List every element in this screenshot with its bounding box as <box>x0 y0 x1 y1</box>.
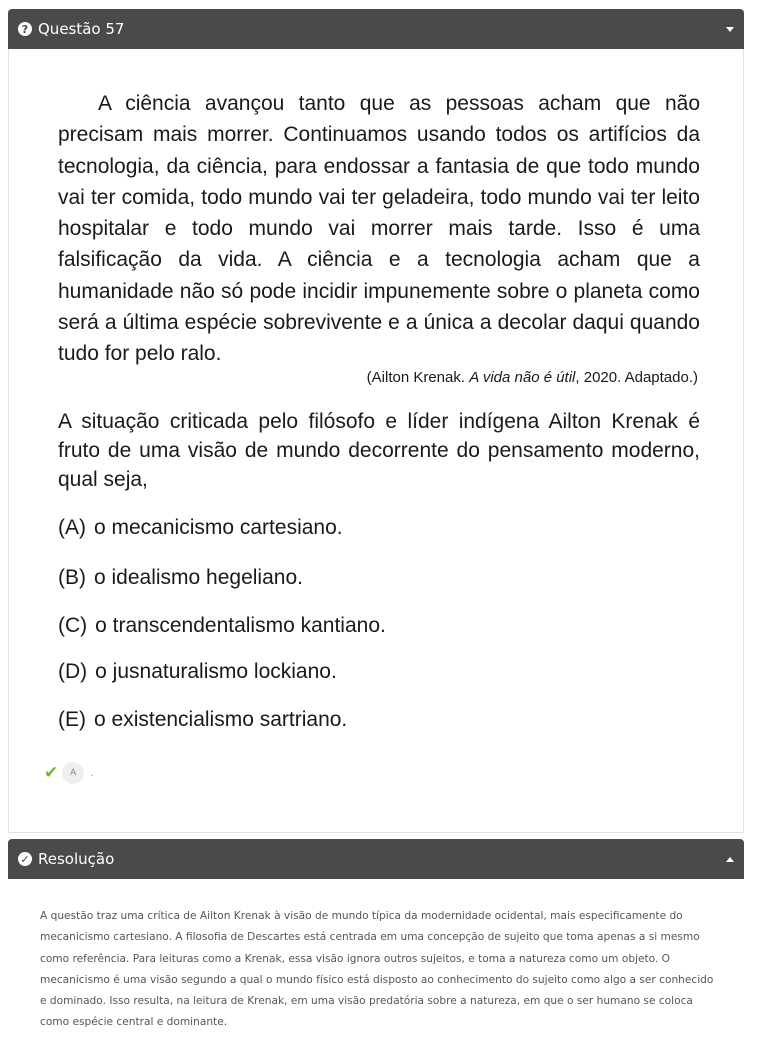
option-text: o mecanicismo cartesiano. <box>94 516 343 539</box>
question-circle-icon: ? <box>18 22 32 36</box>
resolution-text: A questão traz uma crítica de Ailton Krenak à visão de mundo típica da modernidade ocidental, mais especificamente do mecanicismo cartesiano. A filosofia de Descartes está centrada em uma concepção de sujeito que toma apenas a si mesmo como referência. Para leituras como a Krenak, essa visão ignora outros sujeitos, e toma a natureza como um objeto. O mecanicismo é uma visão segundo a qual o mundo físico está disposto ao conhecimento do sujeito como algo a ser conhecido e dominado. Isso resulta, na leitura de Krenak, em uma visão predatória sobre a natureza, em que o ser humano se coloca como espécie central e dominante. <box>40 910 714 1029</box>
check-circle-icon: ✓ <box>18 852 32 866</box>
option-letter: (A) <box>58 516 86 539</box>
option-text: o existencialismo sartriano. <box>94 708 348 731</box>
option-c <box>58 614 386 638</box>
resolution-title: Resolução <box>38 850 115 868</box>
option-letter: (E) <box>58 708 86 731</box>
citation-book-title: A vida não é útil <box>469 369 576 386</box>
option-a <box>58 516 343 540</box>
answer-suffix: . <box>90 767 94 779</box>
option-d <box>58 660 337 684</box>
caret-down-icon[interactable] <box>726 27 734 32</box>
citation-suffix: , 2020. Adaptado.) <box>575 369 698 386</box>
citation-prefix: (Ailton Krenak. <box>366 369 470 386</box>
option-e <box>58 708 347 732</box>
option-letter: (C) <box>58 614 88 637</box>
question-panel-header[interactable] <box>8 9 744 49</box>
option-text: o transcendentalismo kantiano. <box>95 614 386 637</box>
option-text: o idealismo hegeliano. <box>94 566 303 589</box>
resolution-panel-header[interactable] <box>8 839 744 879</box>
option-b <box>58 566 303 590</box>
passage-text: A ciência avançou tanto que as pessoas acham que não precisam mais morrer. Continuamos usando todos os artifícios da tecnologia, da ciência, para endossar a fantasia de que todo mundo vai ter comida, todo mundo vai ter geladeira, todo mundo vai ter leito hospitalar e todo mundo vai morrer mais tarde. Isso é uma falsificação da vida. A ciência e a tecnologia acham que a humanidade não só pode incidir impunemente sobre o planeta como será a última espécie sobrevivente e a única a decolar daqui quando tudo for pelo ralo. <box>58 92 700 366</box>
answer-indicator <box>44 762 93 784</box>
question-stem: A situação criticada pelo filósofo e líder indígena Ailton Krenak é fruto de uma visão de mundo decorrente do pensamento moderno, qual seja, <box>58 410 700 491</box>
answer-badge: A <box>62 762 84 784</box>
question-title: Questão 57 <box>38 20 125 38</box>
passage-citation <box>367 369 698 386</box>
checkmark-icon: ✔ <box>44 763 59 783</box>
caret-up-icon[interactable] <box>726 857 734 862</box>
option-letter: (B) <box>58 566 86 589</box>
option-letter: (D) <box>58 660 88 683</box>
option-text: o jusnaturalismo lockiano. <box>95 660 337 683</box>
